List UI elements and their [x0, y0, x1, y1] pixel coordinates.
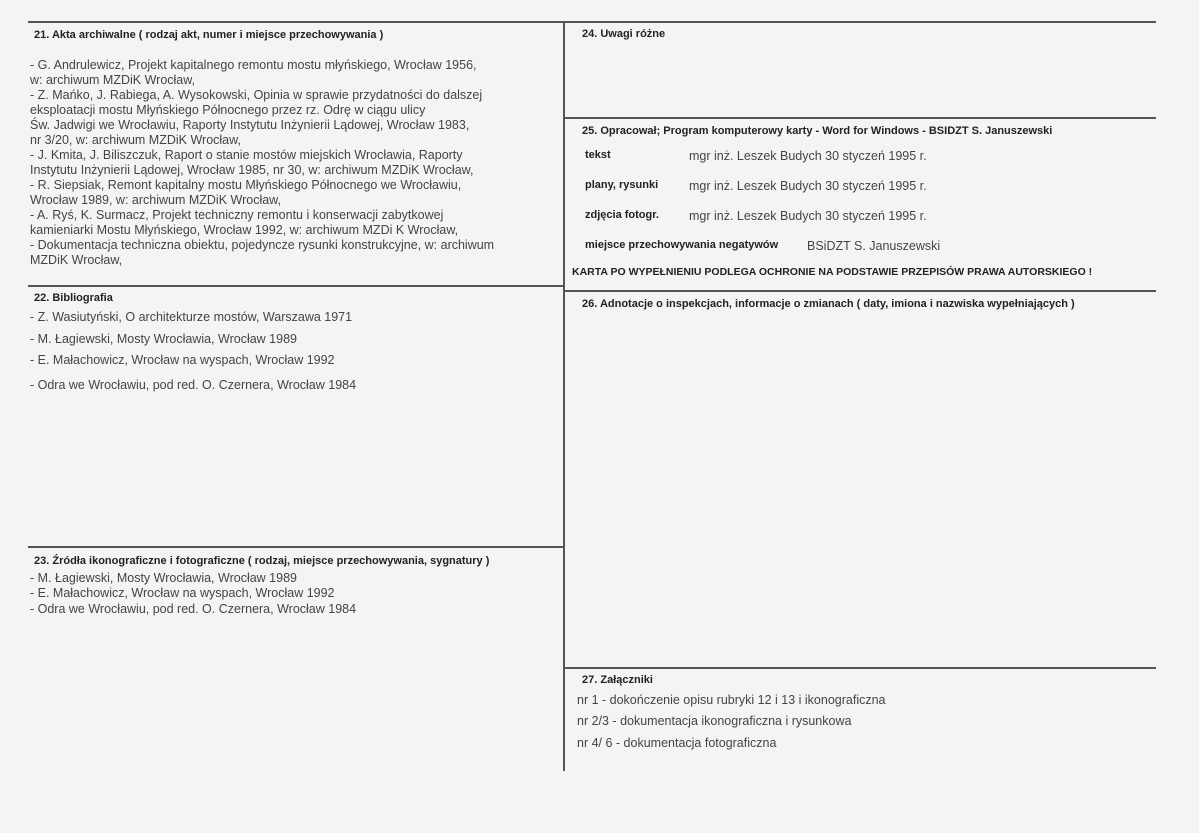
- author-value-plans: mgr inż. Leszek Budych 30 styczeń 1995 r.: [689, 179, 927, 193]
- list-item: - Odra we Wrocławiu, pod red. O. Czernera, Wrocław 1984: [30, 378, 357, 392]
- section-27-header: 27. Załączniki: [582, 674, 653, 686]
- author-label-text: tekst: [585, 149, 611, 161]
- list-item: - G. Andrulewicz, Projekt kapitalnego remontu mostu młyńskiego, Wrocław 1956,: [30, 58, 477, 72]
- list-item: nr 2/3 - dokumentacja ikonograficzna i rysunkowa: [577, 714, 852, 728]
- list-item: MZDiK Wrocław,: [30, 253, 123, 267]
- list-item: - E. Małachowicz, Wrocław na wyspach, Wrocław 1992: [30, 586, 335, 600]
- rule-below-22: [28, 546, 565, 548]
- list-item: eksploatacji mostu Młyńskiego Północnego przez rz. Odrę w ciągu ulicy: [30, 103, 426, 117]
- section-22-header: 22. Bibliografia: [34, 292, 113, 304]
- list-item: kamieniarki Mostu Młyńskiego, Wrocław 1992, w: archiwum MZDi K Wrocław,: [30, 223, 459, 237]
- list-item: - E. Małachowicz, Wrocław na wyspach, Wrocław 1992: [30, 353, 335, 367]
- list-item: Instytutu Inżynierii Lądowej, Wrocław 1985, nr 30, w: archiwum MZDiK Wrocław,: [30, 163, 474, 177]
- author-label-plans: plany, rysunki: [585, 179, 659, 191]
- section-25-header: 25. Opracował; Program komputerowy karty - Word for Windows - BSIDZT S. Januszewski: [582, 125, 1053, 137]
- list-item: - A. Ryś, K. Surmacz, Projekt techniczny remontu i konserwacji zabytkowej: [30, 208, 444, 222]
- rule-below-24: [565, 117, 1156, 119]
- list-item: - Z. Wasiutyński, O architekturze mostów, Warszawa 1971: [30, 310, 353, 324]
- section-24-header: 24. Uwagi różne: [582, 28, 666, 40]
- list-item: - R. Siepsiak, Remont kapitalny mostu Młyńskiego Północnego we Wrocławiu,: [30, 178, 462, 192]
- list-item: - M. Łagiewski, Mosty Wrocławia, Wrocław 1989: [30, 332, 297, 346]
- negatives-label: miejsce przechowywania negatywów: [585, 239, 779, 251]
- negatives-value: BSiDZT S. Januszewski: [807, 239, 941, 253]
- top-rule: [28, 21, 1156, 23]
- rule-below-26: [565, 667, 1156, 669]
- list-item: nr 1 - dokończenie opisu rubryki 12 i 13 i ikonograficzna: [577, 693, 886, 707]
- list-item: - Z. Mańko, J. Rabiega, A. Wysokowski, Opinia w sprawie przydatności do dalszej: [30, 88, 483, 102]
- list-item: - J. Kmita, J. Biliszczuk, Raport o stanie mostów miejskich Wrocławia, Raporty: [30, 148, 463, 162]
- section-21-list: [30, 58, 494, 268]
- list-item: Św. Jadwigi we Wrocławiu, Raporty Instytutu Inżynierii Lądowej, Wrocław 1983,: [30, 118, 470, 132]
- rule-below-21: [28, 285, 565, 287]
- list-item: w: archiwum MZDiK Wrocław,: [30, 73, 196, 87]
- list-item: nr 4/ 6 - dokumentacja fotograficzna: [577, 736, 777, 750]
- list-item: nr 3/20, w: archiwum MZDiK Wrocław,: [30, 133, 241, 147]
- section-21-header: 21. Akta archiwalne ( rodzaj akt, numer i miejsce przechowywania ): [34, 29, 384, 41]
- author-value-photos: mgr inż. Leszek Budych 30 styczeń 1995 r.: [689, 209, 927, 223]
- section-23-header: 23. Źródła ikonograficzne i fotograficzne ( rodzaj, miejsce przechowywania, sygnatury ): [34, 555, 490, 567]
- author-label-photos: zdjęcia fotogr.: [585, 209, 659, 221]
- section-26-header: 26. Adnotacje o inspekcjach, informacje o zmianach ( daty, imiona i nazwiska wypełniających ): [582, 298, 1075, 310]
- list-item: - Dokumentacja techniczna obiektu, pojedyncze rysunki konstrukcyjne, w: archiwum: [30, 238, 495, 252]
- rule-below-25: [565, 290, 1156, 292]
- copyright-notice: KARTA PO WYPEŁNIENIU PODLEGA OCHRONIE NA PODSTAWIE PRZEPISÓW PRAWA AUTORSKIEGO !: [572, 266, 1093, 278]
- author-value-text: mgr inż. Leszek Budych 30 styczeń 1995 r.: [689, 149, 927, 163]
- center-divider: [563, 21, 565, 771]
- list-item: - Odra we Wrocławiu, pod red. O. Czernera, Wrocław 1984: [30, 602, 357, 616]
- list-item: - M. Łagiewski, Mosty Wrocławia, Wrocław 1989: [30, 571, 297, 585]
- list-item: Wrocław 1989, w: archiwum MZDiK Wrocław,: [30, 193, 281, 207]
